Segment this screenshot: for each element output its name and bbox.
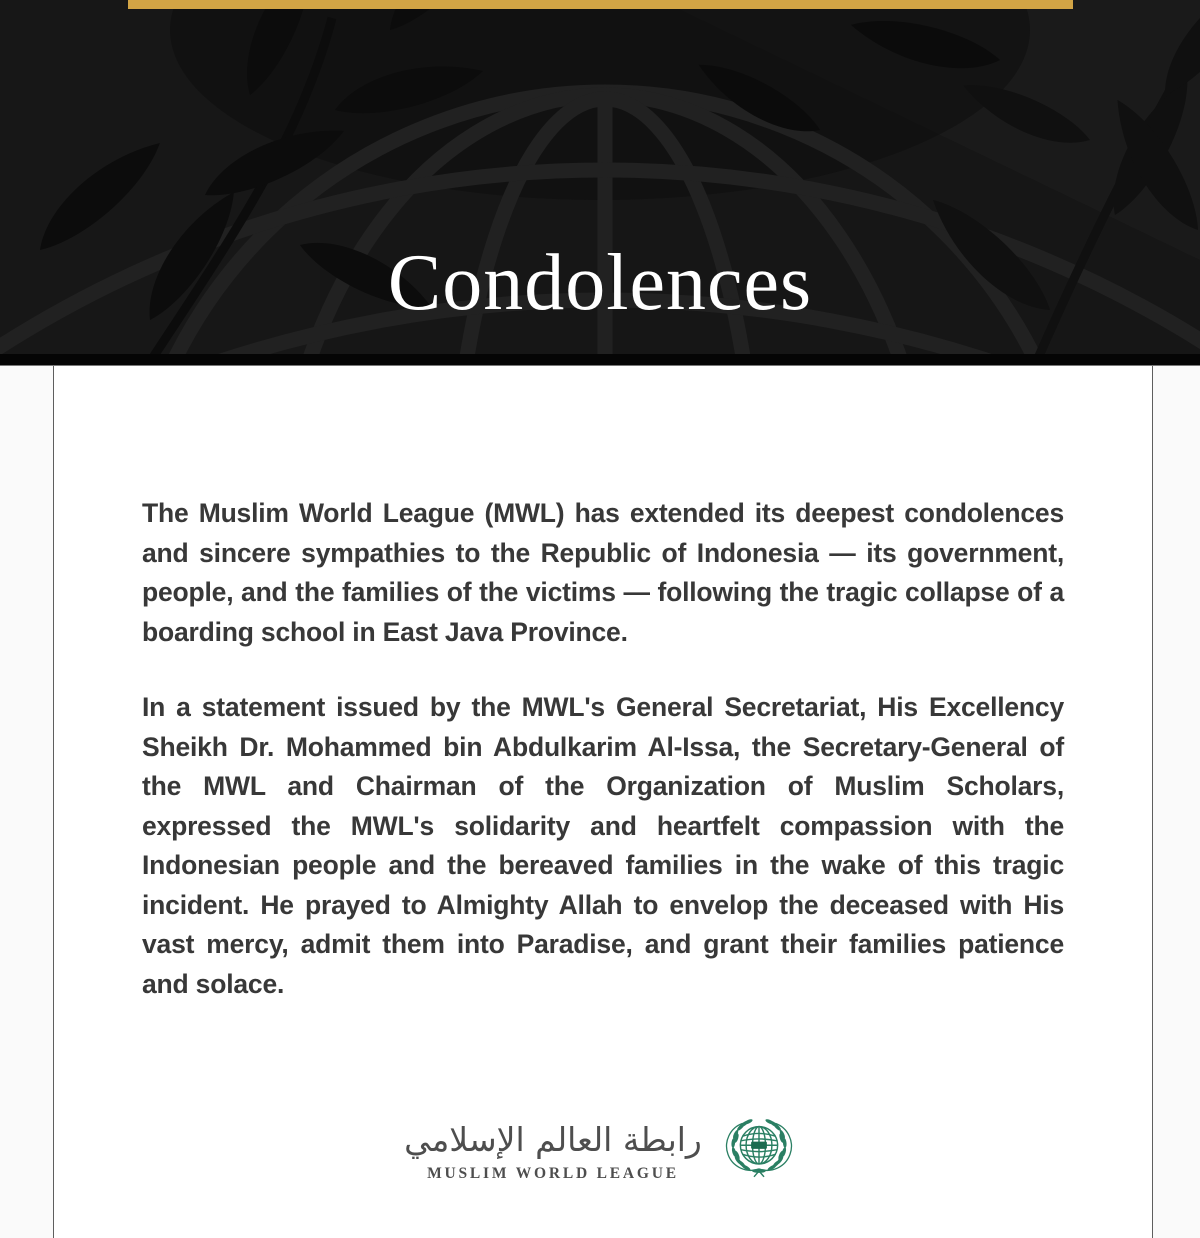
page-title: Condolences [387, 239, 813, 327]
mwl-arabic-name: رابطة العالم الإسلامي [404, 1119, 702, 1159]
gold-accent-bar [128, 0, 1073, 9]
statement-card [53, 366, 1153, 1238]
mwl-english-name: MUSLIM WORLD LEAGUE [427, 1165, 679, 1183]
statement-paragraph-2: In a statement issued by the MWL's General Secretariat, His Excellency Sheikh Dr. Mohammed bin Abdulkarim Al-Issa, the Secretary-General of the MWL and Chairman of the Organization of Muslim Scholars, expressed the MWL's solidarity and heartfelt compassion with the Indonesian people and the bereaved families in the wake of this tragic incident. He prayed to Almighty Allah to envelop the deceased with His vast mercy, admit them into Paradise, and grant their families patience and solace. [142, 692, 1064, 999]
page-background [0, 366, 1200, 1238]
mwl-logo [142, 1112, 1064, 1190]
mwl-logo-text [404, 1119, 702, 1183]
banner-bottom-strip [0, 354, 1200, 365]
globe-wreath-icon [716, 1112, 802, 1190]
hero-banner [0, 0, 1200, 366]
statement-paragraph-1: The Muslim World League (MWL) has extended its deepest condolences and sincere sympathies to the Republic of Indonesia — its government, people, and the families of the victims — following the tragic collapse of a boarding school in East Java Province. [142, 498, 1064, 647]
